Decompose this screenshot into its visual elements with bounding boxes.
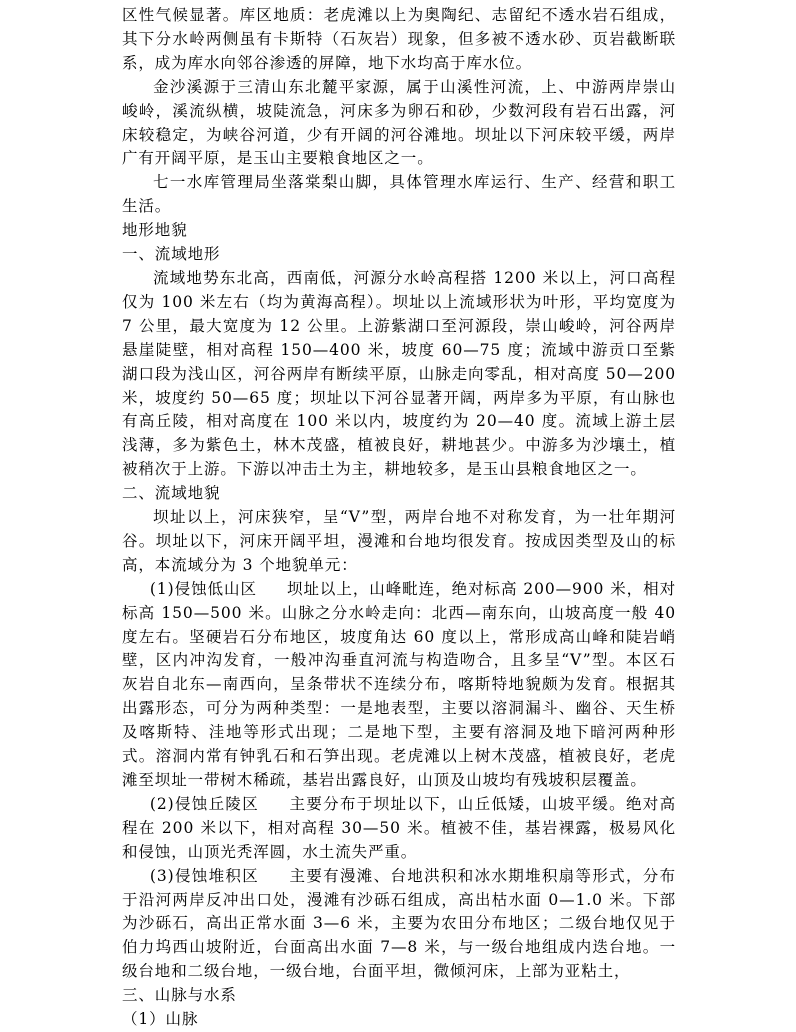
- subsection-erosion-deposition: [122, 865, 676, 985]
- subsection-text: 主要有漫滩、台地洪积和冰水期堆积扇等形式，分布于沿河两岸反冲出口处，漫滩有沙砾石组成，高出枯水面 0—1.0 米。下部为沙砾石，高出正常水面 3—6 米，主要为农田分布地区；二级台地仅见于伯力坞西山坡附近，台面高出水面 7—8 米，与一级台地组成内迭台地。一级台地和二级台地，一级台地，台面平坦，微倾河床，上部为亚粘土，: [122, 866, 677, 981]
- paragraph-jinsha-stream: 金沙溪源于三清山东北麓平家源，属于山溪性河流，上、中游两岸崇山峻岭，溪流纵横，坡陡流急，河床多为卵石和砂，少数河段有岩石出露，河床较稳定，为峡谷河道，少有开阔的河谷滩地。坝址以下河床较平缓，两岸广有开阔平原，是玉山主要粮食地区之一。: [122, 77, 676, 168]
- heading-mountains-water: 三、山脉与水系: [122, 986, 237, 1005]
- subsection-erosion-low-mountain: [122, 578, 676, 793]
- heading-landform: 地形地貌: [122, 221, 188, 240]
- subsection-text: 坝址以上，山峰毗连，绝对标高 200—900 米，相对标高 150—500 米。山脉之分水岭走向：北西—南东向，山坡高度一般 40 度左右。坚硬岩石分布地区，坡度角达 60 度以上，常形成高山峰和陡岩峭壁，区内冲沟发育，一般冲沟垂直河流与构造吻合，且多呈“V”型。本区石灰岩自北东—南西向，呈条带状不连续分布，喀斯特地貌颇为发育。根据其出露形态，可分为两种类型：一是地表型，主要以溶洞漏斗、幽谷、天生桥及喀斯特、洼地等形式出现；二是地下型，主要有溶洞及地下暗河两种形式。溶洞内常有钟乳石和石笋出现。老虎滩以上树木茂盛，植被良好，老虎滩至坝址一带树木稀疏，基岩出露良好，山顶及山坡均有残坡积层覆盖。: [122, 579, 676, 789]
- paragraph-reservoir-geology: 区性气候显著。库区地质：老虎滩以上为奥陶纪、志留纪不透水岩石组成，其下分水岭两侧虽有卡斯特（石灰岩）现象，但多被不透水砂、页岩截断联系，成为库水向邻谷渗透的屏障，地下水均高于库水位。: [122, 6, 676, 72]
- heading-basin-terrain: 一、流域地形: [122, 245, 221, 264]
- subsection-label: (3)侵蚀堆积区: [149, 866, 260, 885]
- subsection-label: (1)侵蚀低山区: [149, 579, 257, 598]
- subsection-text: 主要分布于坝址以下，山丘低矮，山坡平缓。绝对高程在 200 米以下，相对高程 30—50 米。植被不佳，基岩裸露，极易风化和侵蚀，山顶光秃浑圆，水土流失严重。: [122, 794, 677, 861]
- heading-mountains: （1）山脉: [122, 1010, 199, 1029]
- paragraph-management-bureau: 七一水库管理局坐落棠梨山脚，具体管理水库运行、生产、经营和职工生活。: [122, 173, 676, 216]
- paragraph-basin-landform: 坝址以上，河床狭窄，呈“V”型，两岸台地不对称发育，为一壮年期河谷。坝址以下，河床开阔平坦，漫滩和台地均很发育。按成因类型及山的标高，本流域分为 3 个地貌单元：: [122, 508, 676, 574]
- heading-basin-landform: 二、流域地貌: [122, 484, 221, 503]
- subsection-label: (2)侵蚀丘陵区: [149, 794, 260, 813]
- subsection-erosion-hills: [122, 793, 676, 865]
- paragraph-basin-terrain: 流域地势东北高，西南低，河源分水岭高程搭 1200 米以上，河口高程仅为 100 米左右（均为黄海高程）。坝址以上流域形状为叶形，平均宽度为 7 公里，最大宽度为 12 公里。上游紫湖口至河源段，崇山峻岭，河谷两岸悬崖陡壁，相对高程 150—400 米，坡度 60—75 度；流域中游贡口至紫湖口段为浅山区，河谷两岸有断续平原，山脉走向零乱，相对高度 50—200 米，坡度约 50—65 度；坝址以下河谷显著开阔，两岸多为平原，有山脉也有高丘陵，相对高度在 100 米以内，坡度约为 20—40 度。流域上游土层浅薄，多为紫色土，林木茂盛，植被良好，耕地甚少。中游多为沙壤土，植被稍次于上游。下游以冲击土为主，耕地较多，是玉山县粮食地区之一。: [122, 268, 676, 479]
